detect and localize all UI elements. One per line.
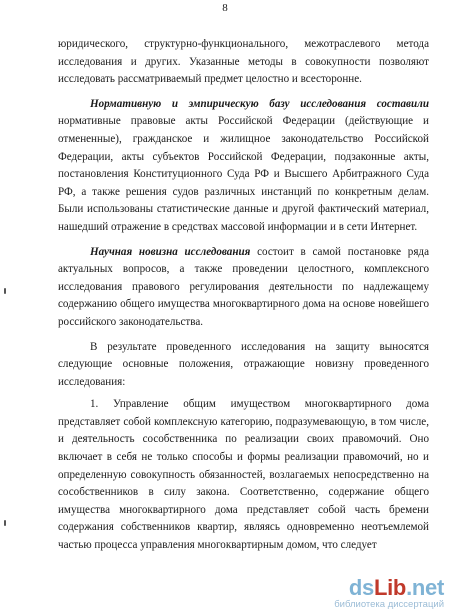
- paragraph-text: В результате проведенного исследования на защиту выносятся следующие основные положения, отражающие новизну проведенного исследования:: [58, 340, 429, 388]
- paragraph-heading: Научная новизна исследования: [90, 245, 251, 258]
- scan-mark: [4, 520, 6, 526]
- watermark-brand: dsLib.net: [348, 575, 444, 600]
- watermark-logo: [312, 575, 444, 611]
- paragraph-heading: Нормативную и эмпирическую базу исследования составили: [90, 97, 429, 110]
- paragraph-text: 1. Управление общим имуществом многоквартирного дома представляет собой комплексную категорию, подразумевающую, в том числе, и деятельность сособственника по реализации своих правомочий. Оно включает в себя не только способы и формы реализации правомочий, но и определенную совокупность обязанностей, возлагаемых непосредственно на сособственников в силу закона. Соответственно, содержание общего имущества многоквартирного дома представляет собой часть бремени содержания собственников квартир, являясь одновременно неотъемлемой частью процесса управления многоквартирным домом, что следует: [58, 398, 429, 552]
- paragraph-novelty: [58, 244, 429, 332]
- paragraph-thesis-1: [58, 396, 429, 554]
- paragraph-text: состоит в самой постановке ряда актуальных вопросов, а также проведении целостного, комплексного исследования правового регулирования деятельности по надлежащему содержанию общего имущества многоквартирного дома на основе новейшего российского законодательства.: [58, 245, 429, 328]
- page-number: 8: [222, 2, 228, 14]
- paragraph-results: [58, 339, 429, 392]
- paragraph-normative-base: [58, 96, 429, 237]
- paragraph-text: юридического, структурно-функционального, межотраслевого метода исследования и других. Указанные методы в совокупности позволяют исследовать рассматриваемый предмет целостно и всесторонне.: [58, 38, 429, 86]
- scan-mark: [4, 288, 6, 294]
- watermark-subtitle: библиотека диссертаций: [334, 599, 444, 610]
- paragraph-text: нормативные правовые акты Российской Федерации (действующие и отмененные), гражданское и жилищное законодательство Российской Федерации, акты субъектов Российской Федерации, подзаконные акты, постановления Конституционного Суда РФ и Высшего Арбитражного Суда РФ, а также решения судов различных инстанций по конкретным делам. Были использованы статистические данные и другой фактический материал, нашедший отражение в средствах массовой информации и в сети Интернет.: [58, 115, 429, 233]
- paragraph-methods: [58, 36, 429, 89]
- document-body: [58, 36, 429, 562]
